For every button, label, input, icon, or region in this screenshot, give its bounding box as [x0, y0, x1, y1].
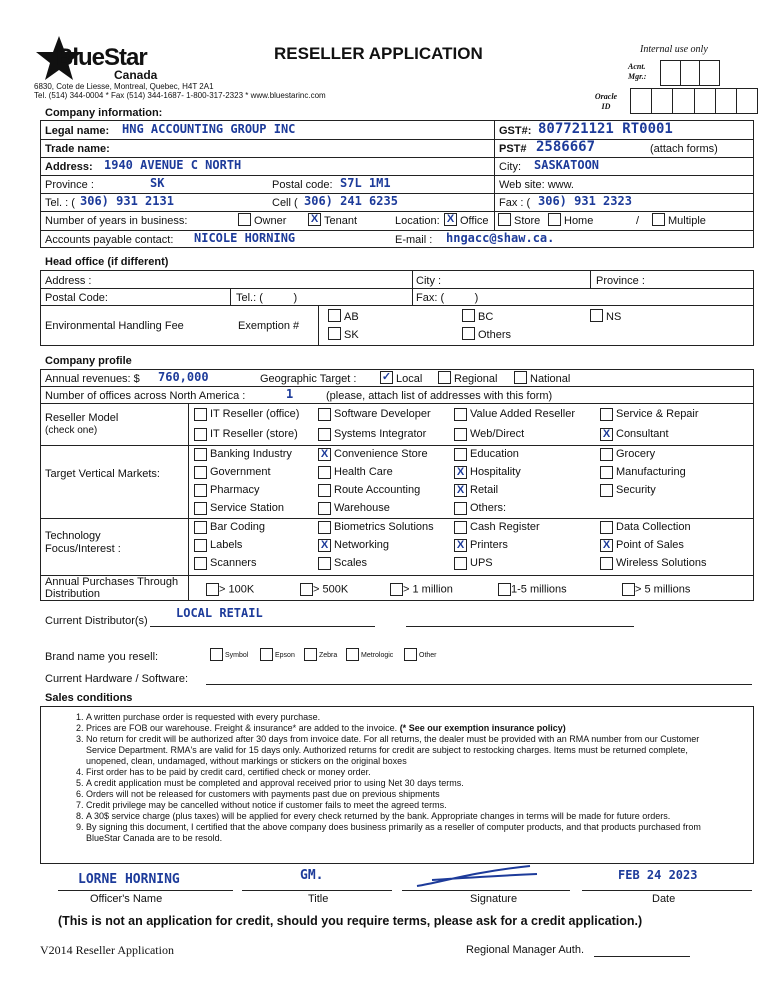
internal-use-label: Internal use only — [640, 44, 708, 55]
offices-field[interactable]: 1 — [286, 387, 294, 401]
profile-option[interactable] — [454, 408, 575, 421]
profile-option[interactable] — [600, 521, 691, 534]
brand-label: Other — [419, 652, 437, 660]
purchase-label: > 5 millions — [635, 583, 691, 596]
option-label: Route Accounting — [334, 484, 421, 497]
gst-field[interactable]: 807721121 RT0001 — [538, 121, 673, 137]
profile-option[interactable] — [454, 502, 506, 515]
option-checkbox[interactable] — [600, 466, 613, 479]
option-label: Retail — [470, 484, 499, 497]
option-checkbox[interactable] — [194, 408, 207, 421]
sales-condition: 8. A 30$ service charge (plus taxes) will be applied for every check returned by the bank. Appropriate changes in terms will be made for future orders. — [86, 811, 724, 822]
brand-option[interactable] — [404, 648, 437, 661]
brand-option[interactable] — [346, 648, 393, 661]
option-label: Data Collection — [616, 521, 691, 534]
option-checkbox[interactable]: X — [318, 539, 331, 552]
fax-field[interactable]: 306) 931 2323 — [538, 194, 632, 208]
legal-name-label: Legal name: — [45, 125, 110, 137]
national-label: National — [530, 373, 571, 385]
sales-condition: 6. Orders will not be released for customers with payments past due on previous shipments — [86, 789, 724, 800]
legal-name-field[interactable]: HNG ACCOUNTING GROUP INC — [122, 122, 296, 136]
cell-field[interactable]: 306) 241 6235 — [304, 194, 398, 208]
purchase-checkbox[interactable] — [498, 583, 511, 596]
head-office-heading: Head office (if different) — [45, 256, 169, 268]
option-checkbox[interactable] — [454, 557, 467, 570]
version-label: V2014 Reseller Application — [40, 943, 174, 957]
local-checkbox[interactable]: ✓ — [381, 371, 392, 383]
ho-province-label: Province : — [596, 275, 645, 287]
company-info-heading: Company information: — [45, 107, 163, 119]
ho-tel-label: Tel.: ( ) — [236, 292, 298, 304]
option-checkbox[interactable] — [454, 428, 467, 441]
offices-label: Number of offices across North America : — [45, 390, 246, 402]
offices-note: (please, attach list of addresses with this form) — [326, 390, 553, 402]
purchase-label: > 1 million — [403, 583, 453, 596]
store-checkbox[interactable] — [498, 213, 511, 226]
option-label: Grocery — [616, 448, 656, 461]
profile-option[interactable] — [454, 448, 519, 461]
brand-label: Symbol — [225, 652, 249, 660]
option-label: Service & Repair — [616, 408, 699, 421]
profile-option[interactable] — [194, 502, 284, 515]
sales-conditions-list — [64, 712, 724, 844]
signature-label: Signature — [470, 893, 518, 905]
option-checkbox[interactable] — [194, 448, 207, 461]
option-checkbox[interactable] — [454, 408, 467, 421]
option-label: Manufacturing — [616, 466, 686, 479]
owner-checkbox[interactable] — [238, 213, 251, 226]
ap-contact-field[interactable]: NICOLE HORNING — [194, 231, 296, 245]
profile-option[interactable] — [194, 521, 265, 534]
home-label: Home — [564, 215, 594, 227]
profile-option[interactable] — [318, 448, 428, 461]
profile-option[interactable] — [454, 557, 493, 570]
option-checkbox[interactable] — [318, 521, 331, 534]
others-checkbox[interactable] — [462, 327, 475, 340]
multiple-label: Multiple — [668, 215, 706, 227]
option-label: Bar Coding — [210, 521, 266, 534]
province-field[interactable]: SK — [150, 176, 165, 190]
option-label: Web/Direct — [470, 428, 525, 441]
brand-checkbox[interactable] — [210, 648, 223, 661]
officer-name-label: Officer's Name — [90, 893, 163, 905]
city-label: City: — [499, 161, 521, 173]
date-label: Date — [652, 893, 676, 905]
purchase-label: 1-5 millions — [511, 583, 567, 596]
store-label: Store — [514, 215, 541, 227]
fax-label: Fax : ( — [499, 197, 531, 209]
purchase-option[interactable] — [498, 583, 567, 596]
officer-name-field[interactable]: LORNE HORNING — [78, 872, 180, 887]
purchase-option[interactable] — [622, 583, 690, 596]
purchase-checkbox[interactable] — [300, 583, 313, 596]
option-checkbox[interactable] — [318, 466, 331, 479]
signature-scribble[interactable] — [412, 862, 542, 890]
option-checkbox[interactable] — [454, 448, 467, 461]
address-field[interactable]: 1940 AVENUE C NORTH — [104, 158, 242, 172]
ho-postal-label: Postal Code: — [45, 292, 108, 304]
postal-field[interactable]: S7L 1M1 — [340, 176, 391, 190]
profile-option[interactable] — [318, 521, 434, 534]
purchase-label: > 100K — [219, 583, 255, 596]
option-label: Wireless Solutions — [616, 557, 707, 570]
option-checkbox[interactable] — [454, 521, 467, 534]
option-label: Warehouse — [334, 502, 390, 515]
bc-checkbox[interactable] — [462, 309, 475, 322]
option-checkbox[interactable] — [600, 484, 613, 497]
sales-condition: 9. By signing this document, I certified that the above company does business primarily as a reseller of computer products, and that products purchased from BlueStar Canada are to be resold. — [86, 822, 724, 844]
title-label: Title — [308, 893, 329, 905]
option-label: Biometrics Solutions — [334, 521, 434, 534]
company-address: 6830, Cote de Liesse, Montreal, Quebec, H4T 2A1 — [34, 82, 214, 91]
title-field[interactable]: GM. — [300, 868, 324, 883]
profile-option[interactable] — [318, 502, 390, 515]
option-label: UPS — [470, 557, 493, 570]
brand-label: Zebra — [319, 652, 338, 660]
acnt-mgr-boxes[interactable] — [660, 60, 720, 86]
profile-option[interactable] — [600, 539, 684, 552]
profile-option[interactable] — [318, 408, 431, 421]
distributor-field[interactable]: LOCAL RETAIL — [176, 606, 263, 620]
option-checkbox[interactable]: X — [454, 466, 467, 479]
option-checkbox[interactable] — [194, 484, 207, 497]
revenues-field[interactable]: 760,000 — [158, 370, 209, 384]
option-label: Software Developer — [334, 408, 431, 421]
hardware-label: Current Hardware / Software: — [45, 673, 189, 685]
option-label: Networking — [334, 539, 390, 552]
purchase-option[interactable] — [206, 583, 254, 596]
option-checkbox[interactable]: X — [318, 448, 331, 461]
brand-checkbox[interactable] — [304, 648, 317, 661]
profile-option[interactable] — [194, 557, 256, 570]
option-label: IT Reseller (store) — [210, 428, 298, 441]
option-label: Value Added Reseller — [470, 408, 575, 421]
option-label: Convenience Store — [334, 448, 428, 461]
brand-label: Brand name you resell: — [45, 651, 159, 663]
option-checkbox[interactable] — [318, 502, 331, 515]
option-label: Scanners — [210, 557, 257, 570]
local-label: Local — [396, 373, 423, 385]
tel-field[interactable]: 306) 931 2131 — [80, 194, 174, 208]
profile-option[interactable] — [454, 466, 521, 479]
profile-option[interactable] — [600, 428, 669, 441]
purchase-option[interactable] — [300, 583, 348, 596]
sales-condition: 1. A written purchase order is requested with every purchase. — [86, 712, 724, 723]
ns-checkbox[interactable] — [590, 309, 603, 322]
purchase-checkbox[interactable] — [206, 583, 219, 596]
purchase-option[interactable] — [390, 583, 453, 596]
geo-target-label: Geographic Target : — [260, 373, 357, 385]
credit-notice: (This is not an application for credit, should you require terms, please ask for a credit application.) — [58, 914, 643, 928]
pst-field[interactable]: 2586667 — [536, 139, 596, 155]
option-checkbox[interactable]: X — [600, 539, 613, 552]
reseller-model-label: Reseller Model — [45, 412, 119, 424]
purchase-checkbox[interactable] — [622, 583, 635, 596]
option-label: Hospitality — [470, 466, 521, 479]
sales-condition: 2. Prices are FOB our warehouse. Freight & insurance* are added to the invoice. (* See our exemption insurance policy) — [86, 723, 724, 734]
profile-option[interactable] — [600, 448, 655, 461]
option-checkbox[interactable] — [600, 521, 613, 534]
target-vertical-label: Target Vertical Markets: — [45, 468, 160, 480]
others-label: Others — [478, 329, 512, 341]
sales-heading: Sales conditions — [45, 692, 133, 704]
email-field[interactable]: hngacc@shaw.ca. — [446, 231, 555, 245]
regional-label: Regional — [454, 373, 498, 385]
trade-name-label: Trade name: — [45, 143, 110, 155]
ab-checkbox[interactable] — [328, 309, 341, 322]
option-checkbox[interactable] — [318, 557, 331, 570]
option-label: Security — [616, 484, 656, 497]
profile-option[interactable] — [454, 521, 540, 534]
profile-option[interactable] — [318, 539, 389, 552]
brand-option[interactable] — [260, 648, 295, 661]
logo-text: BlueStar — [56, 44, 147, 71]
tel-label: Tel. : ( — [45, 197, 75, 209]
option-checkbox[interactable]: X — [600, 428, 613, 441]
ab-label: AB — [344, 311, 359, 323]
option-checkbox[interactable] — [318, 408, 331, 421]
option-label: Point of Sales — [616, 539, 684, 552]
pst-label: PST# — [499, 143, 527, 155]
sales-condition: 4. First order has to be paid by credit card, certified check or money order. — [86, 767, 724, 778]
head-office-box — [40, 270, 754, 346]
profile-option[interactable] — [194, 539, 242, 552]
option-label: Pharmacy — [210, 484, 260, 497]
env-fee-label: Environmental Handling Fee — [45, 320, 184, 332]
option-label: Printers — [470, 539, 508, 552]
option-checkbox[interactable] — [600, 557, 613, 570]
option-checkbox[interactable] — [194, 466, 207, 479]
option-checkbox[interactable] — [194, 539, 207, 552]
city-field[interactable]: SASKATOON — [534, 158, 600, 172]
acnt-mgr-label: Acnt. Mgr.: — [628, 62, 647, 81]
option-checkbox[interactable] — [600, 408, 613, 421]
profile-option[interactable] — [318, 466, 393, 479]
cell-label: Cell ( — [272, 197, 298, 209]
slash-separator: / — [636, 215, 640, 227]
profile-option[interactable] — [318, 428, 426, 441]
office-checkbox[interactable]: X — [444, 213, 457, 226]
office-label: Office — [460, 215, 489, 227]
option-checkbox[interactable] — [318, 484, 331, 497]
home-checkbox[interactable] — [548, 213, 561, 226]
sales-condition: 3. No return for credit will be authorized after 30 days from invoice date. For all returns, the dealer must be provided with an RMA number from our Customer Service Department. RMA's are valid for 15 days only. Authorized returns for credit are subject to restocking charges. Items must be returned complete, unopened, clean, undamaged, without markings or stickers on the original boxes — [86, 734, 724, 767]
profile-option[interactable] — [194, 466, 271, 479]
exemption-label: Exemption # — [238, 320, 300, 332]
brand-label: Epson — [275, 652, 295, 660]
ho-fax-label: Fax: ( ) — [416, 292, 479, 304]
profile-option[interactable] — [318, 557, 367, 570]
owner-label: Owner — [254, 215, 287, 227]
years-label: Number of years in business: — [45, 215, 188, 227]
brand-label: Metrologic — [361, 652, 394, 660]
option-label: Scales — [334, 557, 368, 570]
tenant-label: Tenant — [324, 215, 358, 227]
ho-city-label: City : — [416, 275, 442, 287]
logo-sub: Canada — [114, 68, 158, 82]
brand-checkbox[interactable] — [260, 648, 273, 661]
profile-option[interactable] — [600, 466, 686, 479]
profile-option[interactable] — [194, 408, 299, 421]
address-label: Address: — [45, 161, 93, 173]
sales-condition: 7. Credit privilege may be cancelled without notice if customer fails to meet the agreed terms. — [86, 800, 724, 811]
profile-option[interactable] — [454, 484, 498, 497]
option-label: IT Reseller (office) — [210, 408, 300, 421]
multiple-checkbox[interactable] — [652, 213, 665, 226]
national-checkbox[interactable] — [514, 371, 527, 384]
tech-focus-label: Technology Focus/Interest : — [45, 530, 121, 555]
brand-checkbox[interactable] — [346, 648, 359, 661]
brand-option[interactable] — [304, 648, 337, 661]
option-checkbox[interactable] — [194, 521, 207, 534]
option-checkbox[interactable] — [194, 502, 207, 515]
option-checkbox[interactable] — [194, 557, 207, 570]
profile-option[interactable] — [600, 484, 656, 497]
brand-checkbox[interactable] — [404, 648, 417, 661]
option-checkbox[interactable] — [318, 428, 331, 441]
ns-label: NS — [606, 311, 622, 323]
purchase-label: > 500K — [313, 583, 349, 596]
ap-contact-label: Accounts payable contact: — [45, 234, 174, 246]
purchase-checkbox[interactable] — [390, 583, 403, 596]
option-label: Banking Industry — [210, 448, 292, 461]
profile-heading: Company profile — [45, 355, 132, 367]
manager-auth-label: Regional Manager Auth. — [466, 944, 585, 956]
option-label: Education — [470, 448, 519, 461]
profile-option[interactable] — [600, 408, 699, 421]
profile-option[interactable] — [600, 557, 706, 570]
option-label: Service Station — [210, 502, 284, 515]
pst-note: (attach forms) — [650, 143, 718, 155]
option-label: Health Care — [334, 466, 393, 479]
bluestar-logo — [34, 34, 184, 88]
option-checkbox[interactable] — [454, 502, 467, 515]
option-label: Government — [210, 466, 271, 479]
option-label: Others: — [470, 502, 507, 515]
profile-option[interactable] — [318, 484, 420, 497]
option-checkbox[interactable] — [600, 448, 613, 461]
profile-option[interactable] — [194, 428, 298, 441]
brand-option[interactable] — [210, 648, 248, 661]
distributor-label: Current Distributor(s) — [45, 615, 148, 627]
oracle-id-label: Oracle ID — [594, 92, 618, 111]
option-label: Consultant — [616, 428, 669, 441]
website-label: Web site: www. — [499, 179, 574, 191]
page-title: RESELLER APPLICATION — [274, 44, 483, 63]
province-label: Province : — [45, 179, 94, 191]
profile-option[interactable] — [454, 539, 508, 552]
option-checkbox[interactable] — [194, 428, 207, 441]
gst-label: GST#: — [499, 125, 532, 137]
tenant-checkbox[interactable]: X — [308, 213, 321, 226]
option-label: Systems Integrator — [334, 428, 427, 441]
ho-address-label: Address : — [45, 275, 92, 287]
profile-option[interactable] — [194, 448, 292, 461]
location-label: Location: — [395, 215, 440, 227]
purchases-label: Annual Purchases Through Distribution — [45, 576, 179, 600]
option-label: Labels — [210, 539, 243, 552]
sk-checkbox[interactable] — [328, 327, 341, 340]
option-checkbox[interactable]: X — [454, 484, 467, 497]
profile-option[interactable] — [454, 428, 524, 441]
sales-condition: 5. A credit application must be completed and approval received prior to using Net 30 days terms. — [86, 778, 724, 789]
bc-label: BC — [478, 311, 494, 323]
option-checkbox[interactable]: X — [454, 539, 467, 552]
revenues-label: Annual revenues: $ — [45, 373, 140, 385]
sk-label: SK — [344, 329, 359, 341]
regional-checkbox[interactable] — [438, 371, 451, 384]
postal-label: Postal code: — [272, 179, 333, 191]
email-label: E-mail : — [395, 234, 433, 246]
option-label: Cash Register — [470, 521, 540, 534]
oracle-id-boxes[interactable] — [630, 88, 758, 114]
company-contact: Tel. (514) 344-0004 * Fax (514) 344-1687- 1-800-317-2323 * www.bluestarinc.com — [34, 91, 326, 100]
insurance-note: (* See our exemption insurance policy) — [399, 723, 566, 733]
check-one-label: (check one) — [45, 425, 98, 436]
date-field[interactable]: FEB 24 2023 — [618, 868, 698, 882]
profile-option[interactable] — [194, 484, 260, 497]
